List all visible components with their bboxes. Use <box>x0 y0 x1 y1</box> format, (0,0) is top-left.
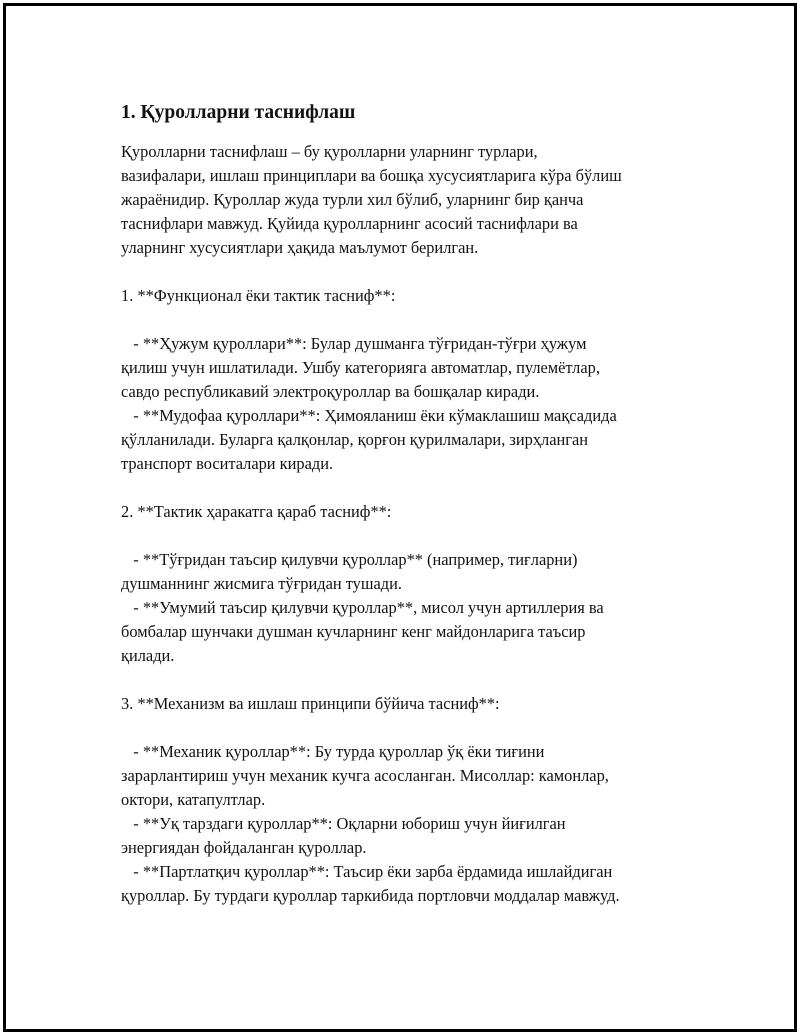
blank-line <box>121 260 701 284</box>
item-line: - **Ҳужум қуроллари**: Булар душманга тўғридан-тўғри ҳужум <box>121 334 587 353</box>
document-body <box>121 99 701 908</box>
section-heading-2: 2. **Тактик ҳаракатга қараб тасниф**: <box>121 502 392 521</box>
item-line: бомбалар шунчаки душман кучларнинг кенг майдонларига таъсир <box>121 622 586 641</box>
item-line: қилиш учун ишлатилади. Ушбу категорияга автоматлар, пулемётлар, <box>121 358 600 377</box>
blank-line <box>121 716 701 740</box>
blank-line <box>121 308 701 332</box>
section1-item-1 <box>121 332 701 404</box>
intro-line: Қуролларни таснифлаш – бу қуролларни уларнинг турлари, <box>121 142 538 161</box>
blank-line <box>121 524 701 548</box>
item-line: - **Механик қуроллар**: Бу турда қуроллар ўқ ёки тиғини <box>121 742 545 761</box>
item-line: - **Партлатқич қуроллар**: Таъсир ёки зарба ёрдамида ишлайдиган <box>121 862 613 881</box>
blank-line <box>121 476 701 500</box>
item-line: қўлланилади. Буларга қалқонлар, қорғон қурилмалари, зирҳланган <box>121 430 589 449</box>
item-line: қилади. <box>121 646 175 665</box>
item-line: зарарлантириш учун механик кучга асосланган. Мисоллар: камонлар, <box>121 766 609 785</box>
blank-line <box>121 668 701 692</box>
section-heading-3: 3. **Механизм ва ишлаш принципи бўйича тасниф**: <box>121 694 500 713</box>
item-line: - **Уқ тарздаги қуроллар**: Оқларни юбориш учун йиғилган <box>121 814 566 833</box>
item-line: - **Умумий таъсир қилувчи қуроллар**, мисол учун артиллерия ва <box>121 598 604 617</box>
item-line: транспорт воситалари киради. <box>121 454 334 473</box>
section3-item-3 <box>121 860 701 908</box>
intro-line: таснифлари мавжуд. Қуйида қуролларнинг асосий таснифлари ва <box>121 214 578 233</box>
item-line: савдо республикавий электроқуроллар ва бошқалар киради. <box>121 382 540 401</box>
section3-item-2 <box>121 812 701 860</box>
document-page <box>3 3 797 1032</box>
intro-line: жараёнидир. Қуроллар жуда турли хил бўлиб, уларнинг бир қанча <box>121 190 584 209</box>
item-line: энергиядан фойдаланган қуроллар. <box>121 838 367 857</box>
section3-item-1 <box>121 740 701 812</box>
document-title: 1. Қуролларни таснифлаш <box>121 102 356 123</box>
item-line: октори, катапултлар. <box>121 790 266 809</box>
item-line: қуроллар. Бу турдаги қуроллар таркибида портловчи моддалар мавжуд. <box>121 886 620 905</box>
section-heading-1: 1. **Функционал ёки тактик тасниф**: <box>121 286 396 305</box>
item-line: - **Мудофаа қуроллари**: Ҳимояланиш ёки кўмаклашиш мақсадида <box>121 406 617 425</box>
section1-item-2 <box>121 404 701 476</box>
intro-paragraph <box>121 140 701 260</box>
intro-line: вазифалари, ишлаш принциплари ва бошқа хусусиятларига кўра бўлиш <box>121 166 622 185</box>
item-line: душманнинг жисмига тўғридан тушади. <box>121 574 402 593</box>
intro-line: уларнинг хусусиятлари ҳақида маълумот берилган. <box>121 238 479 257</box>
section2-item-2 <box>121 596 701 668</box>
section2-item-1 <box>121 548 701 596</box>
item-line: - **Тўғридан таъсир қилувчи қуроллар** (например, тиғларни) <box>121 550 578 569</box>
